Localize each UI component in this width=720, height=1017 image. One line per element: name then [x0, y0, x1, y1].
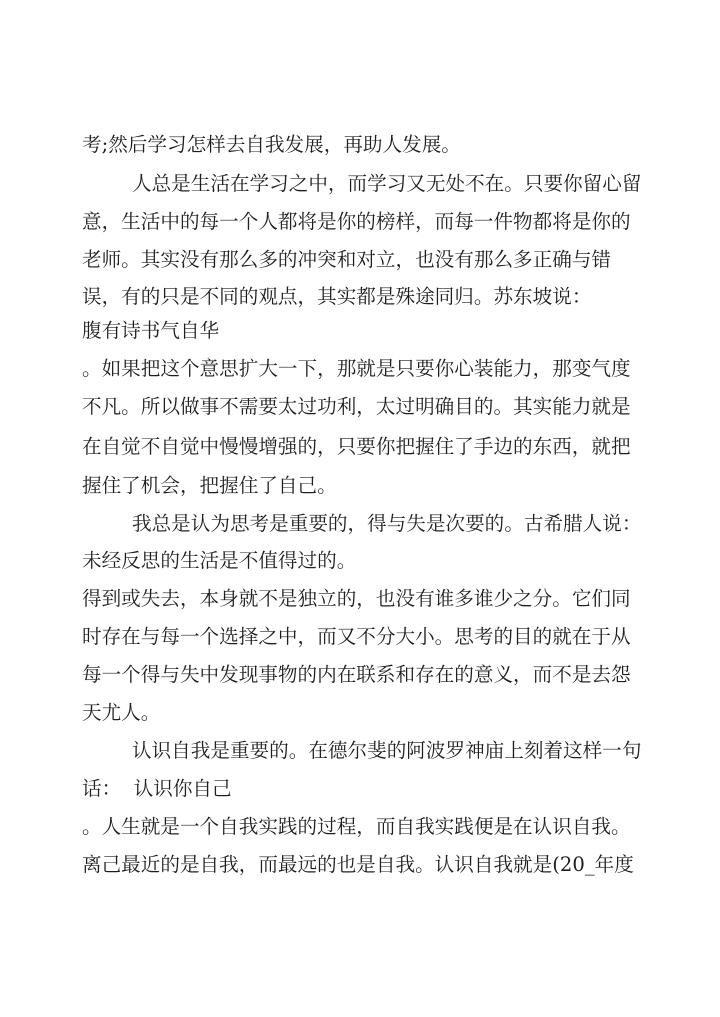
- text-line: 天尤人。: [82, 701, 161, 724]
- text-line: 离己最近的是自我，而最远的也是自我。认识自我就是(20_年度: [82, 853, 634, 876]
- text-line: 时存在与每一个选择之中，而又不分大小。思考的目的就在于从: [82, 625, 631, 648]
- text-line: 。人生就是一个自我实践的过程，而自我实践便是在认识自我。: [82, 815, 631, 838]
- text-line: 在自觉不自觉中慢慢增强的，只要你把握住了手边的东西，就把: [82, 435, 631, 458]
- text-line: 误，有的只是不同的观点，其实都是殊途同归。苏东坡说：: [82, 285, 592, 308]
- text-line: 握住了机会，把握住了自己。: [82, 474, 337, 497]
- text-line: 。如果把这个意思扩大一下，那就是只要你心装能力，那变气度: [82, 357, 631, 380]
- text-line: 不凡。所以做事不需要太过功利，太过明确目的。其实能力就是: [82, 395, 631, 418]
- quote-line: 未经反思的生活是不值得过的。: [82, 549, 357, 572]
- paragraph-first-line: 人总是生活在学习之中，而学习又无处不在。只要你留心留: [132, 172, 642, 195]
- text-line: 老师。其实没有那么多的冲突和对立，也没有那么多正确与错: [82, 248, 612, 271]
- paragraph-first-line: 我总是认为思考是重要的，得与失是次要的。古希腊人说：: [132, 512, 642, 535]
- text-line: 考;然后学习怎样去自我发展，再助人发展。: [82, 133, 461, 156]
- text-line: 意，生活中的每一个人都将是你的榜样，而每一件物都将是你的: [82, 210, 631, 233]
- text-line: 得到或失去，本身就不是独立的，也没有谁多谁少之分。它们同: [82, 587, 631, 610]
- text-line: 每一个得与失中发现事物的内在联系和存在的意义，而不是去怨: [82, 663, 631, 686]
- quote-line: 腹有诗书气自华: [82, 319, 220, 342]
- paragraph-first-line: 认识自我是重要的。在德尔斐的阿波罗神庙上刻着这样一句: [132, 739, 642, 762]
- text-line: 话： 认识你自己: [82, 777, 232, 800]
